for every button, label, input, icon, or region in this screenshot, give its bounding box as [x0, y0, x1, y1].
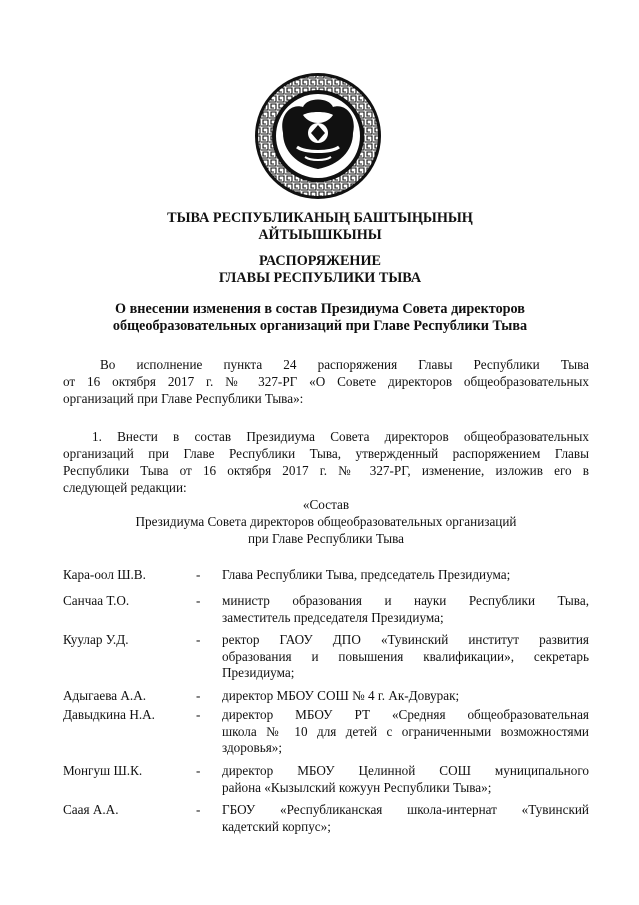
- intro-line: организаций при Главе Республики Тыва»:: [63, 391, 304, 406]
- member-name: Адыгаева А.А.: [63, 688, 147, 703]
- member-desc-line: района «Кызылский кожуун Республики Тыва»;: [222, 779, 492, 795]
- item-1-line: организаций при Главе Республики Тыва, утвержденный распоряжением Главы: [63, 446, 589, 461]
- member-desc-line: директор МБОУ РТ «Средняя общеобразовательная: [222, 707, 589, 722]
- member-desc-line: Глава Республики Тыва, председатель Президиума;: [222, 567, 511, 582]
- item-1-line: Республики Тыва от 16 октября 2017 г. № 327-РГ, изменение, изложив его в: [63, 463, 589, 478]
- tuvan-title-line: ТЫВА РЕСПУБЛИКАНЫҢ БАШТЫҢЫНЫҢ: [167, 210, 473, 226]
- tuvan-title: [60, 210, 580, 243]
- member-name: Саая А.А.: [63, 802, 119, 817]
- member-dash: -: [196, 593, 201, 608]
- member-desc-line: ГБОУ «Республиканская школа-интернат «Тувинский: [222, 802, 589, 817]
- composition-title: [63, 496, 589, 547]
- member-desc-line: ректор ГАОУ ДПО «Тувинский институт развития: [222, 632, 589, 647]
- member-name: Давыдкина Н.А.: [63, 707, 155, 722]
- doc-type-title: [60, 253, 580, 286]
- member-name: Куулар У.Д.: [63, 632, 129, 647]
- member-dash: -: [196, 567, 201, 582]
- member-desc: [222, 707, 589, 757]
- member-desc-line: Президиума;: [222, 665, 295, 680]
- member-desc: [222, 593, 589, 626]
- member-dash: -: [196, 802, 201, 817]
- member-dash: -: [196, 707, 201, 722]
- item-1-line: следующей редакции:: [63, 480, 187, 495]
- member-desc: [222, 802, 589, 835]
- composition-title-line: при Главе Республики Тыва: [248, 531, 404, 546]
- member-desc: [222, 763, 589, 796]
- subject-title: [60, 301, 580, 334]
- member-desc: [222, 632, 589, 682]
- member-dash: -: [196, 632, 201, 647]
- intro-line: от 16 октября 2017 г. № 327-РГ «О Совете директоров общеобразовательных: [63, 374, 589, 389]
- member-desc: [222, 688, 589, 705]
- member-dash: -: [196, 688, 201, 703]
- subject-line: О внесении изменения в состав Президиума Совета директоров: [115, 301, 525, 317]
- member-desc-line: директор МБОУ Целинной СОШ муниципального: [222, 763, 589, 778]
- tuvan-title-line: АЙТЫЫШКЫНЫ: [258, 226, 382, 243]
- member-desc-line: школа № 10 для детей с ограниченными возможностями: [222, 723, 589, 739]
- member-desc-line: здоровья»;: [222, 740, 283, 755]
- subject-line: общеобразовательных организаций при Главе Республики Тыва: [112, 317, 528, 334]
- intro-line: Во исполнение пункта 24 распоряжения Главы Республики Тыва: [100, 357, 589, 372]
- composition-title-line: Президиума Совета директоров общеобразовательных организаций: [135, 514, 517, 529]
- member-desc-line: образования и повышения квалификации», секретарь: [222, 648, 589, 664]
- tuva-coat-of-arms-icon: [253, 71, 383, 201]
- member-desc-line: заместитель председателя Президиума;: [222, 609, 444, 625]
- member-name: Монгуш Ш.К.: [63, 763, 143, 778]
- member-desc-line: директор МБОУ СОШ № 4 г. Ак-Довурак;: [222, 688, 460, 703]
- member-desc-line: кадетский корпус»;: [222, 818, 331, 834]
- doc-type-line: РАСПОРЯЖЕНИЕ: [259, 253, 381, 269]
- intro-paragraph: [63, 356, 589, 407]
- doc-type-line: ГЛАВЫ РЕСПУБЛИКИ ТЫВА: [218, 269, 422, 286]
- composition-title-line: «Состав: [302, 497, 350, 512]
- item-1-line: 1. Внести в состав Президиума Совета директоров общеобразовательных: [92, 429, 589, 444]
- member-desc: [222, 567, 589, 584]
- member-name: Санчаа Т.О.: [63, 593, 130, 608]
- member-desc-line: министр образования и науки Республики Тыва,: [222, 593, 589, 608]
- member-dash: -: [196, 763, 201, 778]
- member-name: Кара-оол Ш.В.: [63, 567, 146, 582]
- item-1-paragraph: [63, 428, 589, 496]
